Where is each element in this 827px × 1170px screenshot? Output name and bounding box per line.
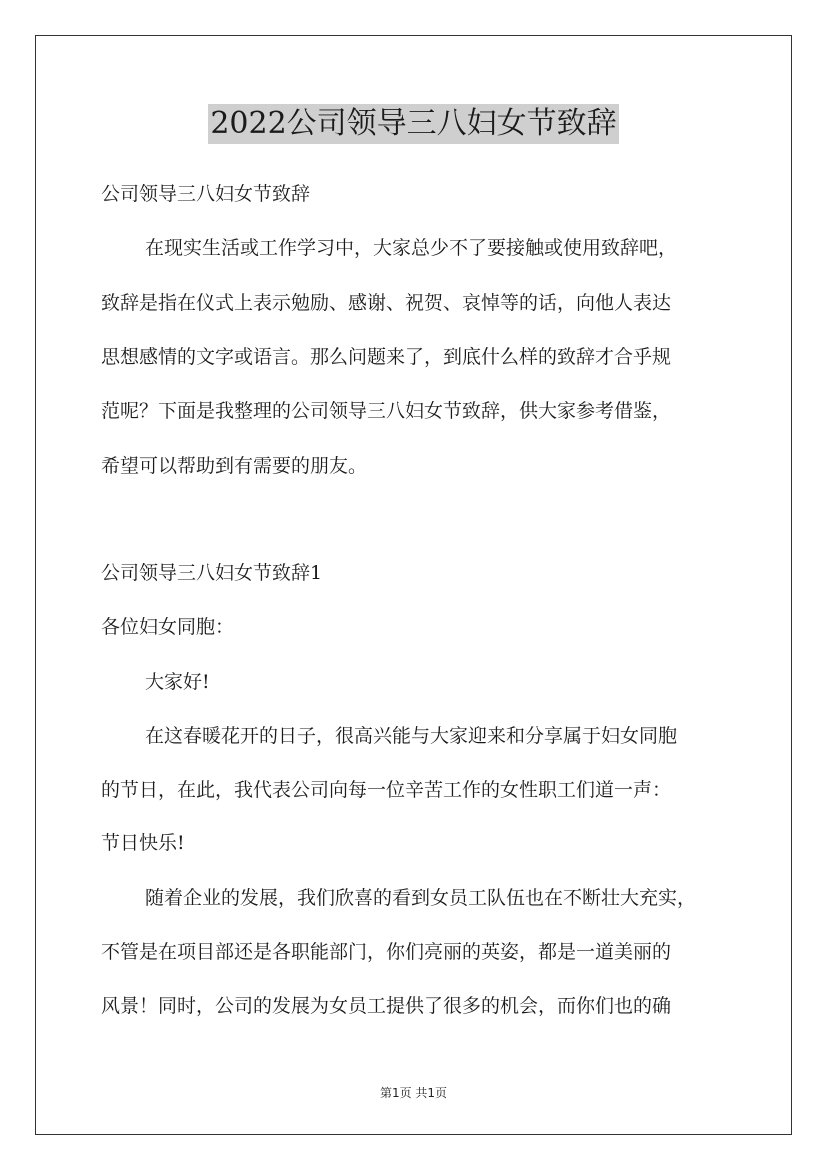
title-container <box>0 104 827 144</box>
subtitle[interactable]: 公司领导三八妇女节致辞 <box>101 183 311 205</box>
intro-line[interactable]: 致辞是指在仪式上表示勉励、感谢、祝贺、哀悼等的话，向他人表达 <box>101 292 672 314</box>
body-line[interactable]: 节日快乐! <box>101 832 185 854</box>
salutation[interactable]: 各位妇女同胞： <box>101 616 235 638</box>
body-line[interactable]: 不管是在项目部还是各职能部门，你们亮丽的英姿，都是一道美丽的 <box>101 941 672 963</box>
body-line[interactable]: 在这春暖花开的日子，很高兴能与大家迎来和分享属于妇女同胞 <box>145 725 678 747</box>
intro-line[interactable]: 在现实生活或工作学习中，大家总少不了要接触或使用致辞吧， <box>145 237 678 259</box>
intro-line[interactable]: 希望可以帮助到有需要的朋友。 <box>101 455 368 477</box>
page-number: 第1页 共1页 <box>379 1086 448 1100</box>
section-heading[interactable]: 公司领导三八妇女节致辞1 <box>101 562 323 584</box>
intro-line[interactable]: 思想感情的文字或语言。那么问题来了，到底什么样的致辞才合乎规 <box>101 346 672 368</box>
intro-line[interactable]: 范呢？下面是我整理的公司领导三八妇女节致辞，供大家参考借鉴， <box>101 400 672 422</box>
document-title[interactable]: 2022公司领导三八妇女节致辞 <box>208 104 618 144</box>
body-line[interactable]: 风景！同时，公司的发展为女员工提供了很多的机会，而你们也的确 <box>101 995 672 1017</box>
body-line[interactable]: 的节日，在此，我代表公司向每一位辛苦工作的女性职工们道一声： <box>101 779 672 801</box>
body-line[interactable]: 随着企业的发展，我们欣喜的看到女员工队伍也在不断壮大充实， <box>145 887 697 909</box>
greeting[interactable]: 大家好! <box>145 671 210 693</box>
